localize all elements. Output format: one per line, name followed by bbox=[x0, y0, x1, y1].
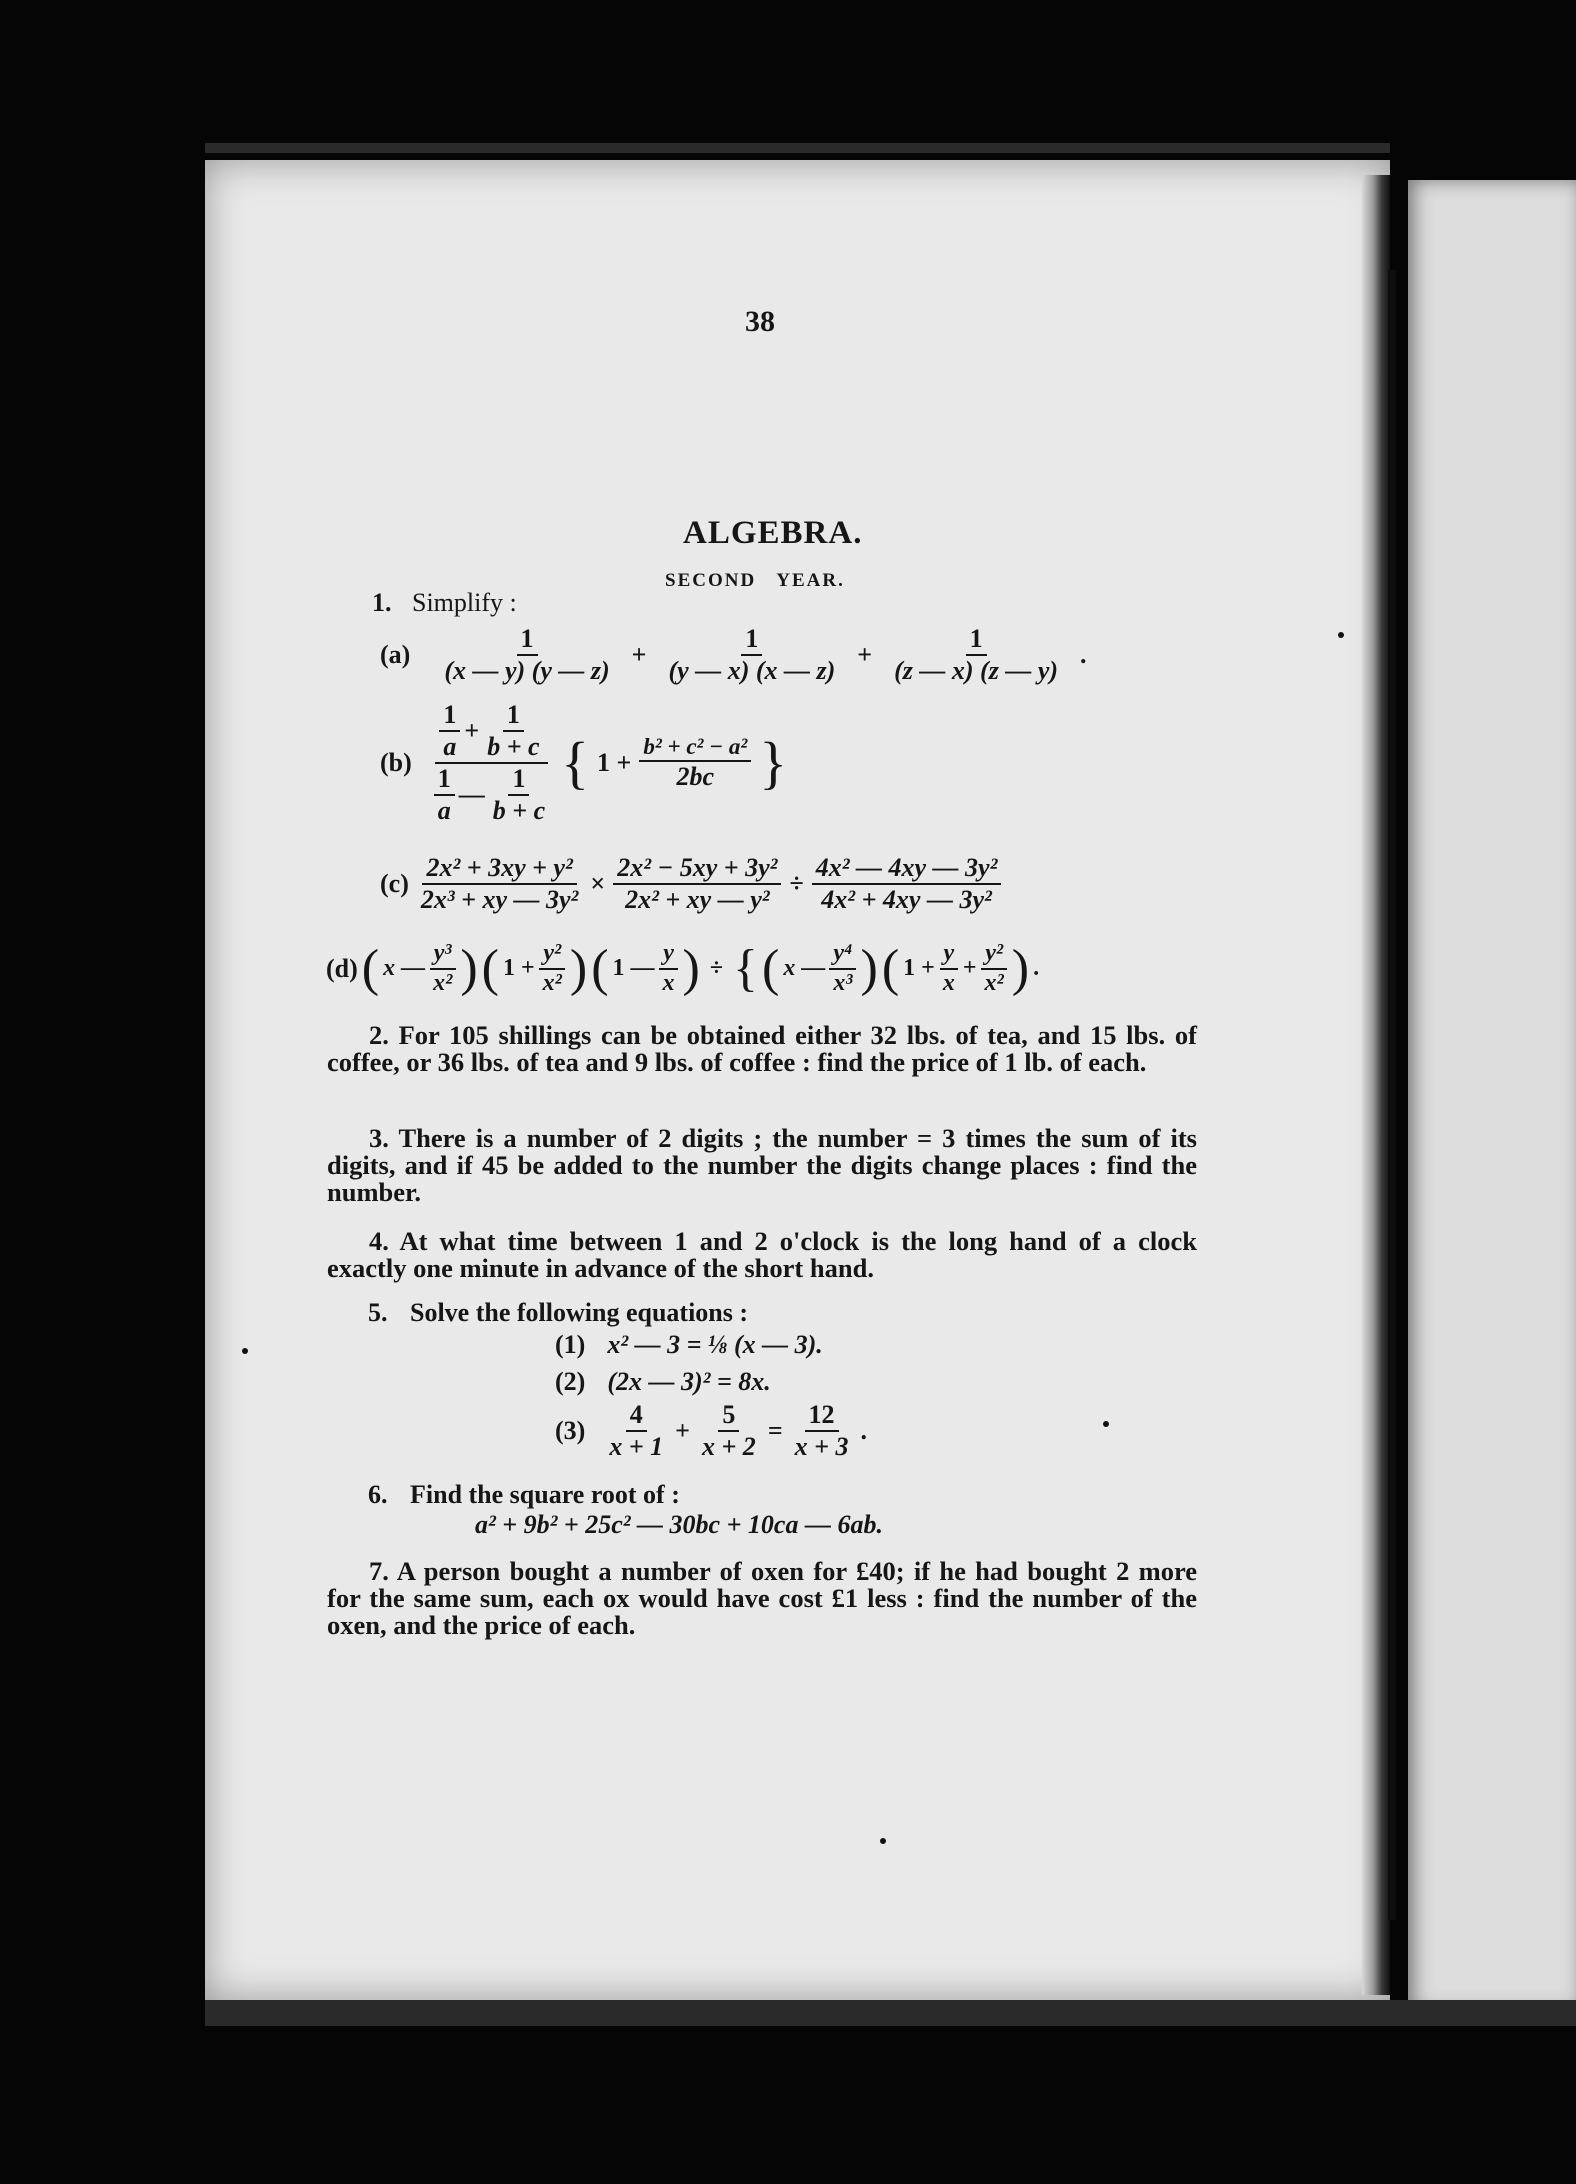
numerator: 4x² — 4xy — 3y² bbox=[812, 853, 1002, 885]
denominator: 4x² + 4xy — 3y² bbox=[821, 884, 992, 914]
scan-border-bottom bbox=[205, 2000, 1576, 2026]
part-label: (d) bbox=[326, 953, 358, 983]
close-brace: } bbox=[759, 729, 788, 795]
question-2 bbox=[327, 1022, 1197, 1076]
fraction bbox=[812, 853, 1002, 915]
page-title: ALGEBRA. bbox=[683, 515, 863, 551]
term: 1 — bbox=[612, 955, 655, 982]
page-edge bbox=[1362, 175, 1390, 1995]
question-5-heading bbox=[368, 1298, 748, 1328]
part-label: (b) bbox=[380, 747, 412, 777]
fraction bbox=[613, 853, 781, 915]
operator: + bbox=[962, 955, 977, 982]
equation-3 bbox=[555, 1400, 867, 1462]
fraction bbox=[655, 624, 850, 686]
period: . bbox=[860, 1415, 867, 1445]
fraction bbox=[434, 764, 455, 826]
expr-b bbox=[380, 700, 787, 826]
question-6-heading bbox=[368, 1480, 680, 1510]
fraction bbox=[605, 1400, 667, 1462]
fraction bbox=[539, 940, 566, 997]
numerator: 1 bbox=[508, 764, 529, 796]
term: 1 + bbox=[903, 955, 935, 982]
equation-2 bbox=[555, 1367, 771, 1397]
question-number: 2. bbox=[369, 1020, 389, 1050]
book-spine bbox=[1388, 270, 1396, 1920]
numerator: 1 bbox=[966, 624, 987, 656]
question-1-heading bbox=[372, 588, 517, 618]
denominator: (x — y) (y — z) bbox=[444, 655, 610, 685]
page-subtitle: SECOND YEAR. bbox=[665, 570, 845, 591]
denominator: a bbox=[437, 795, 451, 825]
fraction bbox=[791, 1400, 853, 1462]
question-number: 3. bbox=[369, 1123, 389, 1153]
fraction bbox=[981, 940, 1008, 997]
numerator: y² bbox=[981, 940, 1007, 970]
numerator: 2x² + 3xy + y² bbox=[422, 853, 576, 885]
denominator: x² bbox=[433, 969, 453, 996]
equation: x² — 3 = ⅛ (x — 3). bbox=[607, 1330, 823, 1359]
fraction bbox=[639, 734, 751, 792]
fraction bbox=[430, 624, 623, 686]
operator: ÷ bbox=[789, 868, 804, 898]
denominator: (y — x) (x — z) bbox=[668, 655, 836, 685]
operator: + bbox=[675, 1415, 690, 1445]
denominator bbox=[430, 764, 553, 826]
expression: a² + 9b² + 25c² — 30bc + 10ca — 6ab. bbox=[475, 1510, 883, 1539]
question-text: At what time between 1 and 2 o'clock is the long hand of a clock exactly one minute in advance of the short hand. bbox=[327, 1226, 1197, 1283]
numerator: y⁴ bbox=[829, 940, 856, 970]
denominator: b + c bbox=[487, 731, 540, 761]
question-4 bbox=[327, 1228, 1197, 1282]
next-page-edge bbox=[1408, 180, 1576, 2010]
expr-c bbox=[380, 853, 1001, 915]
expr-a bbox=[380, 624, 1087, 686]
fraction bbox=[417, 853, 583, 915]
denominator: 2x² + xy — y² bbox=[625, 884, 770, 914]
scan-speck bbox=[1103, 1421, 1109, 1427]
term: 1 + bbox=[502, 955, 535, 982]
operator: — bbox=[458, 779, 485, 809]
operator: × bbox=[590, 868, 606, 898]
question-text: There is a number of 2 digits ; the number = 3 times the sum of its digits, and if 45 be added to the number the digits change places : find the number. bbox=[327, 1123, 1197, 1207]
question-number: 1. bbox=[372, 588, 392, 617]
operator: + bbox=[464, 715, 480, 745]
page-number: 38 bbox=[745, 305, 775, 338]
equation-label: (1) bbox=[555, 1330, 586, 1359]
denominator: (z — x) (z — y) bbox=[894, 655, 1059, 685]
operator: + bbox=[857, 639, 873, 669]
numerator: 1 bbox=[439, 700, 460, 732]
numerator bbox=[435, 700, 547, 764]
numerator: b² + c² − a² bbox=[639, 734, 751, 762]
denominator: 2x³ + xy — 3y² bbox=[420, 884, 579, 914]
question-prompt: Simplify : bbox=[412, 588, 517, 617]
question-text: A person bought a number of oxen for £40; if he had bought 2 more for the same sum, each ox would have cost £1 less : find the number of the oxen, and the price of each. bbox=[327, 1556, 1197, 1640]
fraction bbox=[698, 1400, 760, 1462]
fraction bbox=[939, 940, 959, 997]
fraction bbox=[829, 940, 856, 997]
numerator: 4 bbox=[626, 1400, 647, 1432]
denominator: x³ bbox=[833, 969, 853, 996]
scan-speck bbox=[1338, 632, 1344, 638]
fraction bbox=[659, 940, 679, 997]
open-brace: { bbox=[561, 729, 589, 795]
equation: (2x — 3)² = 8x. bbox=[607, 1367, 771, 1396]
denominator: a bbox=[443, 731, 457, 761]
book-page bbox=[205, 160, 1390, 2000]
fraction bbox=[439, 700, 460, 762]
operator: + bbox=[631, 639, 647, 669]
term: x — bbox=[783, 955, 826, 982]
question-text: For 105 shillings can be obtained either 32 lbs. of tea, and 15 lbs. of coffee, or 36 lbs. of tea and 9 lbs. of coffee : find the price of 1 lb. of each. bbox=[327, 1020, 1197, 1077]
question-number: 6. bbox=[368, 1480, 388, 1509]
denominator: x + 1 bbox=[609, 1431, 664, 1461]
fraction bbox=[880, 624, 1072, 686]
fraction bbox=[429, 940, 456, 997]
numerator: y bbox=[659, 940, 678, 970]
numerator: y³ bbox=[430, 940, 456, 970]
denominator: b + c bbox=[492, 795, 546, 825]
question-number: 4. bbox=[369, 1226, 389, 1256]
fraction bbox=[483, 700, 543, 762]
denominator: x + 3 bbox=[794, 1431, 849, 1461]
question-number: 5. bbox=[368, 1298, 388, 1327]
fraction bbox=[489, 764, 549, 826]
numerator: 1 bbox=[741, 624, 762, 656]
expr-d: (d) ( x — $\frac{\text{y³}}{\text{x²}}$ ) ( 1 + $\frac{\text{y²}}{\text{x²}}$ ) ( 1 — $\frac{y}{x}$ ) ÷ { ( x — $\frac{\text{y⁴}}{\text{x³}}$ ) ( 1 + $\frac{y}{x}$ + $\frac{\text{y²}}{\text{x²}}$ ) . bbox=[326, 939, 1040, 997]
period: . bbox=[1080, 639, 1087, 669]
question-prompt: Solve the following equations : bbox=[410, 1298, 749, 1327]
scan-speck bbox=[880, 1838, 886, 1844]
denominator: x² bbox=[542, 969, 562, 996]
scan-speck bbox=[242, 1348, 248, 1354]
square-root-expression bbox=[475, 1510, 883, 1540]
numerator: 12 bbox=[805, 1400, 839, 1432]
numerator: y bbox=[940, 940, 959, 970]
question-3 bbox=[327, 1125, 1197, 1206]
operator: = bbox=[767, 1415, 783, 1445]
operator: ÷ bbox=[709, 955, 724, 982]
question-prompt: Find the square root of : bbox=[410, 1480, 680, 1509]
denominator: x + 2 bbox=[701, 1431, 756, 1461]
numerator: 1 bbox=[503, 700, 524, 732]
period: . bbox=[1033, 955, 1040, 982]
part-label: (c) bbox=[380, 868, 409, 898]
term: x — bbox=[383, 955, 426, 982]
numerator: 5 bbox=[718, 1400, 739, 1432]
equation-label: (3) bbox=[555, 1415, 586, 1445]
equation-1 bbox=[555, 1330, 823, 1360]
numerator: y² bbox=[539, 940, 565, 970]
part-label: (a) bbox=[380, 639, 411, 669]
numerator: 1 bbox=[517, 624, 538, 656]
denominator: 2bc bbox=[676, 762, 715, 792]
numerator: 1 bbox=[434, 764, 455, 796]
denominator: x bbox=[662, 969, 675, 996]
numerator: 2x² − 5xy + 3y² bbox=[613, 853, 781, 885]
denominator: x² bbox=[984, 969, 1004, 996]
question-number: 7. bbox=[369, 1556, 389, 1586]
scan-border-top bbox=[205, 143, 1390, 153]
compound-fraction bbox=[430, 700, 553, 826]
equation-label: (2) bbox=[555, 1367, 586, 1396]
denominator: x bbox=[942, 969, 955, 996]
question-7 bbox=[327, 1558, 1197, 1639]
term: 1 + bbox=[596, 747, 632, 777]
